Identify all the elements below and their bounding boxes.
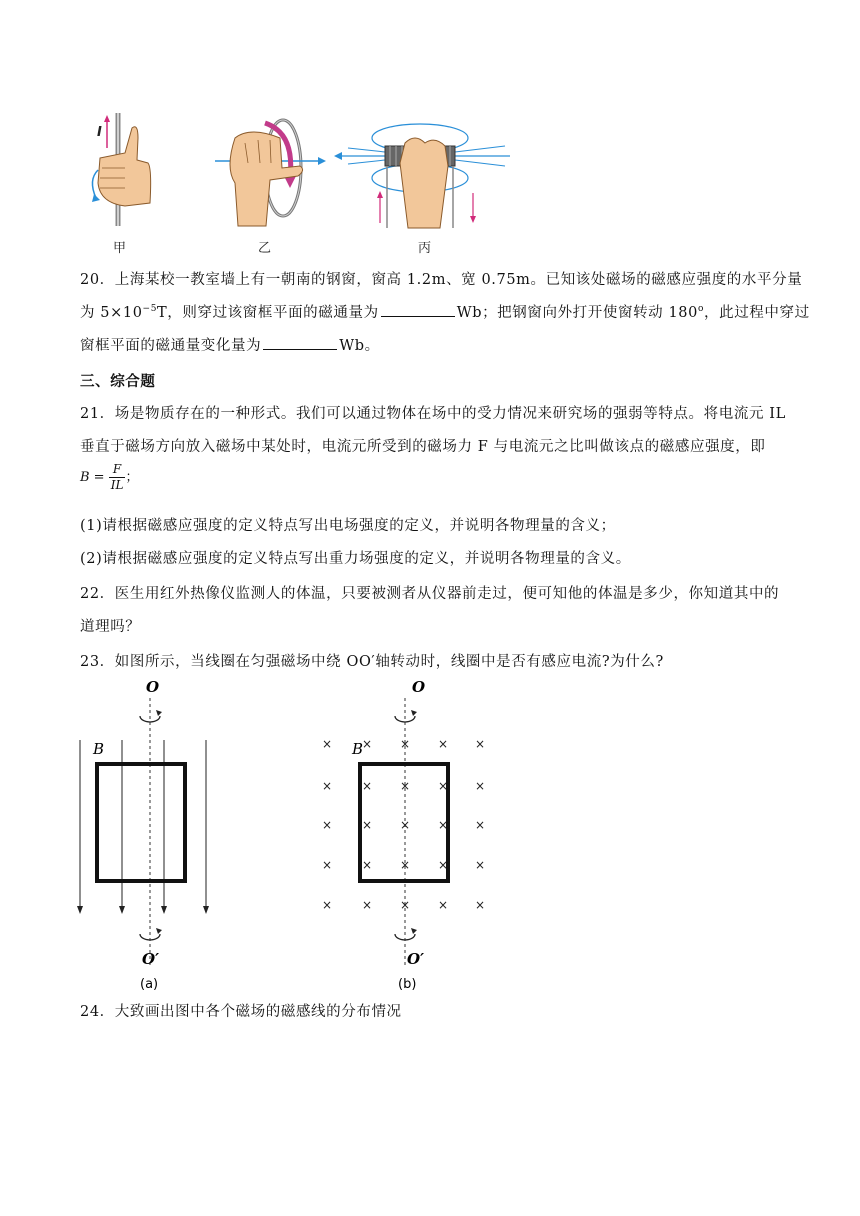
figure-label-yi: 乙 — [258, 241, 272, 256]
cross-mark: × — [437, 898, 449, 912]
q20-text-c: Wb；把钢窗向外打开使窗转动 180 — [456, 305, 698, 321]
cross-mark: × — [361, 818, 373, 832]
q20-degree: o — [697, 304, 704, 315]
question-22 — [80, 578, 780, 644]
cross-mark: × — [474, 898, 486, 912]
cross-mark: × — [321, 779, 333, 793]
q22-line-2: 道理吗？ — [80, 619, 141, 635]
q23-line-1: 23．如图所示，当线圈在匀强磁场中绕 OO′轴转动时，线圈中是否有感应电流?为什么? — [80, 654, 664, 670]
cross-mark: × — [437, 779, 449, 793]
q20-text-a: 为 5×10 — [80, 305, 143, 321]
hand-figure-bing — [334, 124, 510, 228]
q20-text-d: ，此过程中穿过 — [704, 305, 810, 321]
cross-mark: × — [399, 858, 411, 872]
formula-end: ； — [125, 470, 139, 485]
formula-lhs: B = — [80, 470, 105, 485]
formula-denominator: IL — [110, 478, 124, 492]
question-21 — [80, 398, 786, 464]
cross-mark: × — [474, 779, 486, 793]
q20-answer-blank-1[interactable] — [381, 302, 455, 318]
cross-mark: × — [399, 737, 411, 751]
cross-mark: × — [399, 779, 411, 793]
axis-label-Oprime-a: O′ — [142, 950, 160, 968]
q20-text-f: Wb。 — [339, 338, 380, 354]
q21-sub-2: (2)请根据磁感应强度的定义特点写出重力场强度的定义，并说明各物理量的含义。 — [80, 551, 631, 567]
question-21-subparts — [80, 510, 780, 576]
cross-mark: × — [321, 898, 333, 912]
q20-text-e: 窗框平面的磁通量变化量为 — [80, 338, 262, 354]
right-hand-rule-figure — [80, 108, 520, 258]
cross-mark: × — [437, 737, 449, 751]
cross-mark: × — [437, 818, 449, 832]
cross-mark: × — [361, 737, 373, 751]
axis-label-O-a: O — [146, 678, 160, 696]
cross-mark: × — [399, 818, 411, 832]
cross-mark: × — [361, 898, 373, 912]
caption-b: (b) — [398, 977, 417, 992]
caption-a: (a) — [140, 977, 159, 992]
q20-exponent: −5 — [142, 304, 158, 315]
coil-figure-a — [77, 678, 209, 992]
cross-mark: × — [399, 898, 411, 912]
cross-mark: × — [474, 818, 486, 832]
coil-rotation-figure — [60, 676, 520, 996]
formula-numerator: F — [109, 462, 126, 478]
cross-mark: × — [361, 779, 373, 793]
section-3-heading: 三、综合题 — [80, 374, 156, 390]
hand-figure-jia — [92, 113, 151, 226]
axis-label-Oprime-b: O′ — [407, 950, 425, 968]
current-label-I: I — [97, 125, 102, 140]
question-24 — [80, 996, 780, 1029]
cross-mark: × — [361, 858, 373, 872]
coil-figure-b — [322, 678, 485, 992]
field-label-B-a: B — [93, 740, 105, 758]
q21-line-1: 21．场是物质存在的一种形式。我们可以通过物体在场中的受力情况来研究场的强弱等特点。将电流元 IL — [80, 406, 786, 422]
question-23 — [80, 646, 780, 679]
q21-line-2: 垂直于磁场方向放入磁场中某处时，电流元所受到的磁场力 F 与电流元之比叫做该点的磁感应强度，即 — [80, 439, 766, 455]
formula-fraction — [109, 462, 126, 493]
q22-line-1: 22．医生用红外热像仪监测人的体温，只要被测者从仪器前走过，便可知他的体温是多少，你知道其中的 — [80, 586, 780, 602]
cross-mark: × — [474, 737, 486, 751]
field-label-B-b: B — [352, 740, 364, 758]
cross-mark: × — [321, 818, 333, 832]
cross-mark: × — [321, 737, 333, 751]
cross-mark: × — [474, 858, 486, 872]
q20-line-2 — [80, 297, 810, 330]
q24-line-1: 24．大致画出图中各个磁场的磁感线的分布情况 — [80, 1004, 402, 1020]
cross-mark: × — [437, 858, 449, 872]
q21-formula — [80, 462, 138, 493]
question-20 — [80, 264, 810, 363]
q20-line-1: 20．上海某校一教室墙上有一朝南的钢窗，窗高 1.2m、宽 0.75m。已知该处磁场的磁感应强度的水平分量 — [80, 272, 803, 288]
q20-text-b: T，则穿过该窗框平面的磁通量为 — [157, 305, 379, 321]
q20-line-3 — [80, 330, 780, 363]
q20-answer-blank-2[interactable] — [263, 335, 337, 351]
cross-mark: × — [321, 858, 333, 872]
q21-sub-1: (1)请根据磁感应强度的定义特点写出电场强度的定义，并说明各物理量的含义； — [80, 518, 616, 534]
figure-label-jia: 甲 — [113, 241, 127, 256]
axis-label-O-b: O — [412, 678, 426, 696]
hand-figure-yi — [215, 120, 326, 226]
figure-label-bing: 丙 — [418, 241, 432, 256]
